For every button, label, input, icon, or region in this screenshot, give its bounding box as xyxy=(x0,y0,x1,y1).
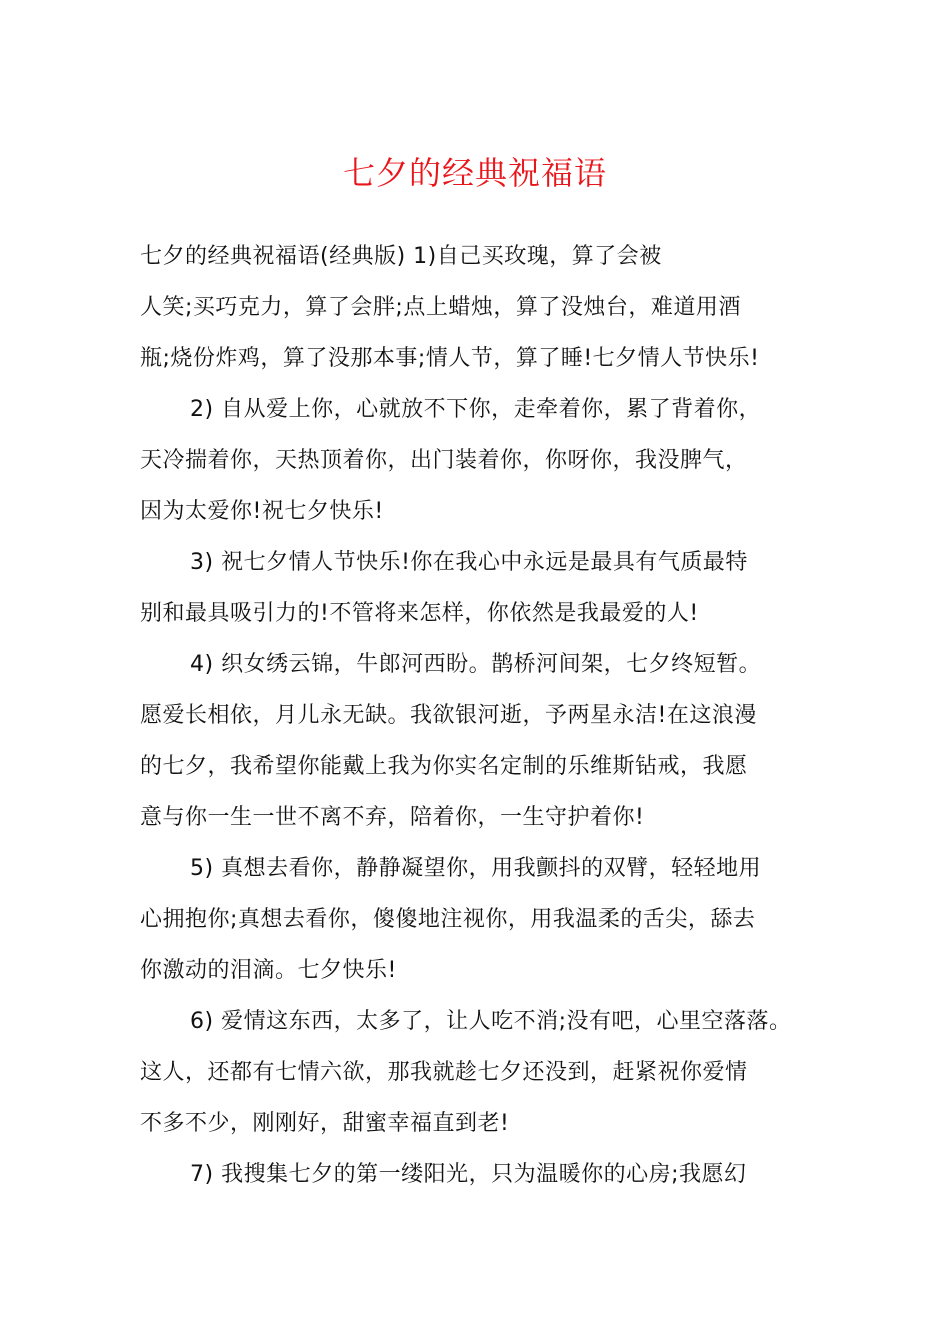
paragraph-6 xyxy=(140,1001,830,1154)
paragraph-line: 愿爱长相依，月儿永无缺。我欲银河逝，予两星永洁!在这浪漫 xyxy=(140,703,757,728)
paragraph-2 xyxy=(140,389,830,542)
paragraph-line: 七夕的经典祝福语(经典版) 1)自己买玫瑰，算了会被 xyxy=(140,244,662,269)
paragraph-line: 3) 祝七夕情人节快乐!你在我心中永远是最具有气质最特 xyxy=(190,550,748,575)
paragraph-7 xyxy=(140,1154,830,1205)
paragraph-line: 6) 爱情这东西，太多了，让人吃不消;没有吧，心里空落落。 xyxy=(190,1009,792,1034)
paragraph-line: 2) 自从爱上你，心就放不下你，走牵着你，累了背着你， xyxy=(190,397,762,422)
paragraph-line: 7) 我搜集七夕的第一缕阳光，只为温暖你的心房;我愿幻 xyxy=(190,1162,747,1187)
paragraph-4 xyxy=(140,644,830,848)
paragraph-3 xyxy=(140,542,830,644)
paragraph-line: 因为太爱你!祝七夕快乐! xyxy=(140,499,384,524)
paragraph-line: 心拥抱你;真想去看你，傻傻地注视你，用我温柔的舌尖，舔去 xyxy=(140,907,756,932)
document-title: 七夕的经典祝福语 xyxy=(342,154,607,192)
paragraph-line: 人笑;买巧克力，算了会胖;点上蜡烛，算了没烛台，难道用酒 xyxy=(140,295,741,320)
paragraph-5 xyxy=(140,848,830,1001)
paragraph-line: 5) 真想去看你，静静凝望你，用我颤抖的双臂，轻轻地用 xyxy=(190,856,762,881)
paragraph-line: 你激动的泪滴。七夕快乐! xyxy=(140,958,397,983)
paragraph-line: 的七夕，我希望你能戴上我为你实名定制的乐维斯钻戒，我愿 xyxy=(140,754,748,779)
paragraph-line: 别和最具吸引力的!不管将来怎样，你依然是我最爱的人! xyxy=(140,601,699,626)
paragraph-line: 意与你一生一世不离不弃，陪着你，一生守护着你! xyxy=(140,805,645,830)
paragraph-line: 这人，还都有七情六欲，那我就趁七夕还没到，赶紧祝你爱情 xyxy=(140,1060,748,1085)
paragraph-line: 天冷揣着你，天热顶着你，出门装着你，你呀你，我没脾气， xyxy=(140,448,748,473)
paragraph-line: 瓶;烧份炸鸡，算了没那本事;情人节，算了睡!七夕情人节快乐! xyxy=(140,346,760,371)
paragraph-line: 不多不少，刚刚好，甜蜜幸福直到老! xyxy=(140,1111,510,1136)
document-body xyxy=(140,236,830,1205)
paragraph-line: 4) 织女绣云锦，牛郎河西盼。鹊桥河间架，七夕终短暂。 xyxy=(190,652,762,677)
paragraph-1 xyxy=(140,236,830,389)
